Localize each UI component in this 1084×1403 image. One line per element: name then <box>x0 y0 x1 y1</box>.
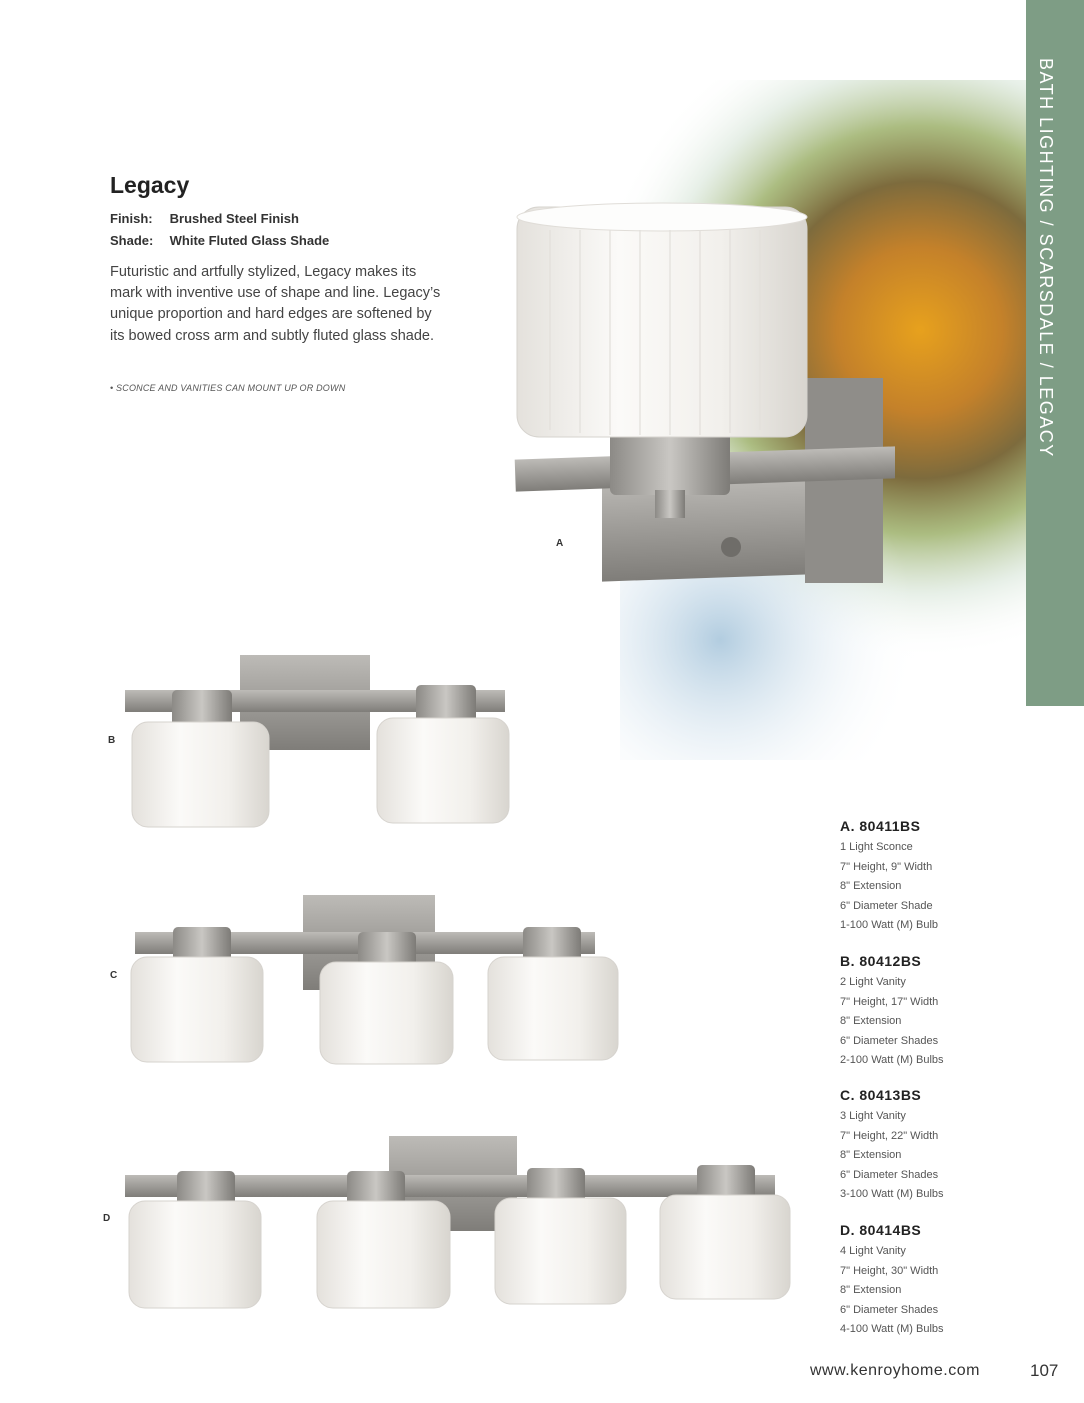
product-spec-line: 4-100 Watt (M) Bulbs <box>840 1323 944 1335</box>
product-spec-c <box>840 1087 1020 1205</box>
product-spec-a <box>840 818 1020 936</box>
product-spec-line: 8" Extension <box>840 1149 902 1161</box>
website-link[interactable]: www.kenroyhome.com <box>810 1362 980 1379</box>
shade-spec <box>110 233 329 248</box>
fixture-letter-b: B <box>108 735 116 746</box>
product-spec-line: 1 Light Sconce <box>840 841 913 853</box>
product-spec-line: 2-100 Watt (M) Bulbs <box>840 1054 944 1066</box>
section-side-tab <box>1026 0 1084 706</box>
product-spec-line: 8" Extension <box>840 1284 902 1296</box>
product-spec-line: 1-100 Watt (M) Bulb <box>840 919 939 931</box>
product-spec-line: 6" Diameter Shade <box>840 899 933 912</box>
fixture-letter-c: C <box>110 970 118 981</box>
product-spec-line: 3 Light Vanity <box>840 1110 906 1122</box>
product-spec-line: 6" Diameter Shades <box>840 1168 939 1181</box>
product-spec-line: 8" Extension <box>840 1015 902 1027</box>
three-light-vanity-image <box>128 892 623 1067</box>
fixture-letter-a: A <box>556 538 564 549</box>
page-number: 107 <box>1030 1361 1059 1380</box>
product-description: Futuristic and artfully stylized, Legacy makes its mark with inventive use of shape and line. Legacy’s unique proportion and hard edges are softened by its bowed cross arm and subtly fluted glass shade. <box>110 264 441 344</box>
four-light-vanity-image <box>122 1133 797 1313</box>
product-title: Legacy <box>110 172 190 198</box>
product-spec-d <box>840 1222 1020 1340</box>
product-spec-line: 4 Light Vanity <box>840 1245 906 1257</box>
product-spec-line: 7" Height, 22" Width <box>840 1129 939 1142</box>
product-spec-line: 2 Light Vanity <box>840 976 906 988</box>
product-spec-line: 3-100 Watt (M) Bulbs <box>840 1188 944 1200</box>
finish-label: Finish: <box>110 211 153 226</box>
product-spec-b <box>840 953 1020 1071</box>
finish-value: Brushed Steel Finish <box>169 211 299 226</box>
product-spec-line: 6" Diameter Shades <box>840 1303 939 1316</box>
product-code: B. 80412BS <box>840 953 922 969</box>
mount-note: • SCONCE AND VANITIES CAN MOUNT UP OR DOWN <box>110 383 346 393</box>
product-spec-line: 6" Diameter Shades <box>840 1034 939 1047</box>
fixture-letter-d: D <box>103 1213 111 1224</box>
shade-value: White Fluted Glass Shade <box>169 233 330 248</box>
product-spec-line: 7" Height, 30" Width <box>840 1264 939 1277</box>
section-side-tab-label: BATH LIGHTING / SCARSDALE / LEGACY <box>1036 58 1056 458</box>
product-spec-line: 7" Height, 17" Width <box>840 995 939 1008</box>
finish-spec <box>110 211 299 226</box>
product-code: C. 80413BS <box>840 1087 922 1103</box>
product-spec-line: 7" Height, 9" Width <box>840 860 933 873</box>
product-code: D. 80414BS <box>840 1222 922 1238</box>
shade-label: Shade: <box>110 233 154 248</box>
product-spec-line: 8" Extension <box>840 880 902 892</box>
sconce-fixture-image <box>505 195 895 595</box>
product-code: A. 80411BS <box>840 818 921 834</box>
two-light-vanity-image <box>122 650 512 830</box>
